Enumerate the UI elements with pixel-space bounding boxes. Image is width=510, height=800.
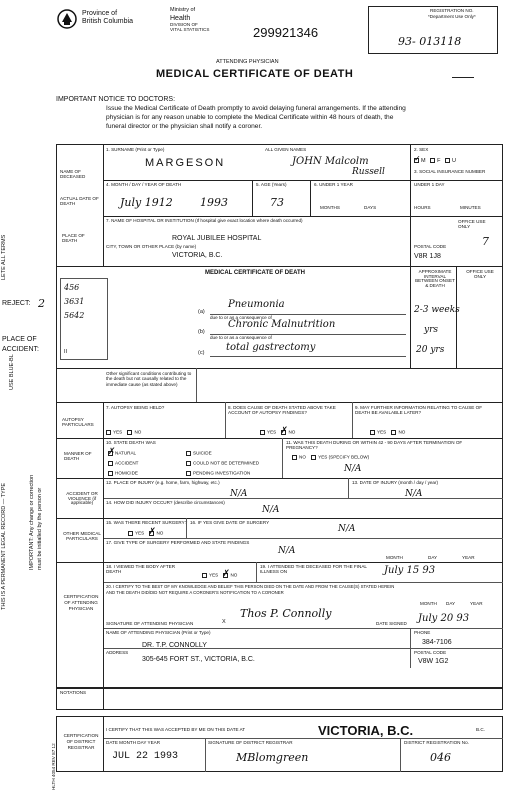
pregnancy-options: NO YES (SPECIFY BELOW) — [292, 455, 369, 460]
place-section-label: PLACE OF DEATH — [62, 233, 85, 243]
ministry-line2: Health — [170, 15, 191, 22]
manner-homicide-checkbox[interactable] — [108, 471, 113, 476]
signature-x: X — [222, 619, 226, 625]
autopsy-q1-no[interactable] — [127, 430, 132, 435]
office-use-label: OFFICE USE ONLY — [458, 219, 486, 229]
cause-c-value: total gastrectomy — [226, 342, 316, 353]
physician-name-value: DR. T.P. CONNOLLY — [142, 642, 207, 649]
attending-label: ATTENDING PHYSICIAN — [216, 59, 279, 65]
cause-c-label: (c) — [198, 350, 205, 356]
province-line1: Province of — [82, 10, 118, 17]
surgery-type-value: N/A — [278, 546, 296, 556]
sex-label: 2. SEX — [414, 147, 429, 152]
injury-date-label: 13. DATE OF INJURY (month / day / year) — [352, 480, 439, 485]
days-label: DAYS — [364, 205, 377, 210]
autopsy-q3: 9. MAY FURTHER INFORMATION RELATING TO CAUSE OF DEATH BE AVAILABLE LATER? — [355, 405, 483, 415]
certify-line2: AND THE DEATH DID/DID NOT REQUIRE A CORONER'S NOTIFICATION TO A CORONER — [106, 590, 284, 595]
injury-place-label: 12. PLACE OF INJURY (e.g. home, farm, highway, etc.) — [106, 480, 220, 485]
surgery-date-value: N/A — [338, 524, 356, 534]
autopsy-q3-yes[interactable] — [370, 430, 375, 435]
hospital-label: 7. NAME OF HOSPITAL OR INSTITUTION (If hospital give exact location where death occurred) — [106, 218, 303, 223]
months-label: MONTHS — [320, 205, 340, 210]
city-value: VICTORIA, B.C. — [172, 252, 223, 259]
manner-pending-checkbox[interactable] — [186, 471, 191, 476]
surgery-date-label: 16. IF YES GIVE DATE OF SURGERY — [190, 520, 270, 525]
surgery-options: YES ✗ NO — [128, 531, 163, 536]
postal-code-value: V8R 1J8 — [414, 253, 441, 260]
registrar-bc-label: B.C. — [476, 727, 485, 732]
attended-month-label: MONTH — [386, 555, 403, 560]
phone-value: 384-7106 — [422, 639, 452, 646]
reject-label: REJECT: — [2, 300, 31, 307]
age-label: 5. AGE (Years) — [256, 182, 287, 187]
sign-year-label: YEAR — [470, 601, 483, 606]
form-id-label: HLTH 4054 REV 87 12 — [51, 743, 56, 790]
interval-c-value: 20 yrs — [416, 345, 445, 355]
form-number: 299921346 — [253, 25, 319, 40]
registration-label: REGISTRATION NO. — [430, 8, 474, 13]
title-dash — [452, 77, 474, 78]
province-line2: British Columbia — [82, 18, 133, 25]
sin-label: 3. SOCIAL INSURANCE NUMBER — [414, 169, 486, 174]
autopsy-section-label: AUTOPSY PARTICULARS — [62, 417, 94, 427]
date-signed-value: July 20 93 — [418, 613, 470, 624]
registration-number: 93- 013118 — [398, 35, 462, 48]
attended-date-value: July 15 93 — [384, 565, 436, 576]
given-names-label: ALL GIVEN NAMES — [265, 147, 307, 152]
registrar-date-value: JUL 22 1993 — [112, 751, 179, 762]
sex-options: ✓ M F U — [414, 154, 457, 164]
sex-m-checkbox[interactable]: ✓ — [414, 154, 421, 163]
manner-undetermined: COULD NOT BE DETERMINED — [186, 461, 259, 466]
manner-suicide: SUICIDE — [186, 451, 212, 456]
cause-b-label: (b) — [198, 329, 205, 335]
surgery-yes[interactable] — [128, 531, 133, 536]
viewed-yes[interactable] — [202, 573, 207, 578]
minutes-label: MINUTES — [460, 205, 481, 210]
physician-postal-label: POSTAL CODE — [414, 650, 447, 655]
viewed-body-options: YES ✗ NO — [202, 573, 237, 578]
manner-pending: PENDING INVESTIGATION — [186, 471, 250, 476]
sign-day-label: DAY — [446, 601, 456, 606]
postal-code-label: POSTAL CODE — [414, 244, 447, 249]
city-label: CITY, TOWN OR OTHER PLACE (by name) — [106, 244, 197, 249]
physician-name-label: NAME OF ATTENDING PHYSICIAN (Print or Type) — [106, 630, 211, 635]
manner-accident: ACCIDENT — [108, 461, 138, 466]
pregnancy-question: 11. WAS THIS DEATH DURING OR WITHIN 42 - 90 DAYS AFTER TERMINATION OF PREGNANCY? — [286, 440, 463, 450]
ministry-line1: Ministry of — [170, 7, 196, 13]
date-section-label: ACTUAL DATE OF DEATH — [60, 196, 99, 206]
notice-line2: physician is for any reason unable to complete the Medical Certificate within 48 hours of death, the — [106, 114, 394, 121]
autopsy-q3-options: YES NO — [370, 430, 405, 435]
registration-sublabel: *Department Use Only* — [428, 14, 476, 19]
viewed-body-label: 18. I VIEWED THE BODY AFTER DEATH — [106, 564, 176, 574]
cause-heading: MEDICAL CERTIFICATE OF DEATH — [205, 270, 305, 276]
manner-question: 10. STATE DEATH WAS — [106, 440, 156, 445]
surname-label: 1. SURNAME (Print or Type) — [106, 147, 165, 152]
hours-label: HOURS — [414, 205, 431, 210]
manner-section-label: MANNER OF DEATH — [64, 451, 92, 461]
sign-month-label: MONTH — [420, 601, 437, 606]
row-ii-label: II — [64, 349, 68, 355]
cause-a-label: (a) — [198, 309, 205, 315]
registrar-section-label: CERTIFICATION OF DISTRICT REGISTRAR — [63, 733, 99, 750]
registrar-certify-label: I CERTIFY THAT THIS WAS ACCEPTED BY ME ON THIS DATE AT — [106, 727, 246, 732]
interval-b-value: yrs — [424, 325, 439, 335]
signature-label: SIGNATURE OF ATTENDING PHYSICIAN — [106, 621, 194, 626]
ministry-line3: DIVISION OF — [170, 22, 198, 27]
notations-label: NOTATIONS — [60, 690, 87, 695]
injury-date-value: N/A — [405, 489, 423, 499]
address-value: 305-645 FORT ST., VICTORIA, B.C. — [142, 656, 255, 663]
given-names-value2: Russell — [352, 167, 385, 177]
certify-line1: 20. I CERTIFY TO THE BEST OF MY KNOWLEDGE AND BELIEF THIS PERSON DIED ON THE DATE AND FROM THE CAUSE(S) STATED HEREIN — [106, 584, 395, 589]
manner-natural: ✗ NATURAL — [108, 446, 137, 456]
notice-line3: funeral director or the physician shall notify a coroner. — [106, 123, 263, 130]
manner-natural-checkbox[interactable]: ✗ — [108, 446, 116, 456]
accident-section-label: ACCIDENT OR VIOLENCE (if applicable) — [66, 491, 98, 506]
accident-label: ACCIDENT: — [2, 346, 39, 353]
phone-label: PHONE — [414, 630, 431, 635]
autopsy-q1-options: YES NO — [106, 430, 141, 435]
province-logo-icon — [56, 8, 78, 30]
injury-how-label: 14. HOW DID INJURY OCCUR? (describe circumstances) — [106, 500, 225, 505]
year-of-death-value: 1993 — [200, 196, 228, 209]
surgery-no[interactable]: ✗ — [148, 526, 157, 536]
sex-u-checkbox[interactable] — [445, 158, 450, 163]
surgery-type-label: 17. GIVE TYPE OF SURGERY PERFORMED AND STATE FINDINGS — [106, 540, 250, 545]
date-of-death-value: July 1912 — [120, 196, 173, 209]
autopsy-q1: 7. AUTOPSY BEING HELD? — [106, 405, 165, 410]
autopsy-q2-options: YES ✗ NO — [260, 430, 295, 435]
code-3: 5642 — [64, 311, 85, 320]
address-label: ADDRESS — [106, 650, 129, 655]
permanent-record-label: THIS IS A PERMANENT LEGAL RECORD — TYPE — [1, 482, 7, 610]
age-value: 73 — [270, 196, 284, 209]
attended-day-label: DAY — [428, 555, 438, 560]
manner-undetermined-checkbox[interactable] — [186, 461, 191, 466]
surname-value: MARGESON — [145, 157, 226, 169]
certification-section-label: CERTIFICATION OF ATTENDING PHYSICIAN — [63, 594, 99, 611]
code-2: 3631 — [64, 297, 85, 306]
under1day-label: UNDER 1 DAY — [414, 182, 445, 187]
code-1: 456 — [64, 283, 80, 292]
other-conditions-label: Other significant conditions contributing to the death but not causally related to the immediate cause (as stated above) — [106, 371, 192, 387]
reject-value: 2 — [38, 297, 45, 310]
due-label-b: due to or as a consequence of — [210, 335, 272, 340]
use-blue-label: USE BLUE-BL — [9, 354, 15, 390]
manner-accident-checkbox[interactable] — [108, 461, 113, 466]
notice-line1: Issue the Medical Certificate of Death promptly to avoid delaying funeral arrangements. If the attending — [106, 105, 406, 112]
deceased-section-label: NAME OF DECEASED — [60, 169, 86, 179]
surgery-question: 15. WAS THERE RECENT SURGERY? — [106, 520, 188, 525]
physician-postal-value: V8W 1G2 — [418, 658, 449, 665]
place-of-label: PLACE OF — [2, 336, 37, 343]
given-names-value: JOHN Malcolm — [292, 156, 369, 167]
interval-a-value: 2-3 weeks — [414, 305, 460, 315]
hospital-value: ROYAL JUBILEE HOSPITAL — [172, 235, 262, 242]
pregnancy-yes[interactable] — [311, 455, 316, 460]
other-medical-section-label: OTHER MEDICAL PARTICULARS — [63, 531, 101, 541]
attended-year-label: YEAR — [462, 555, 475, 560]
date-signed-label: DATE SIGNED — [376, 621, 407, 626]
under1-label: 6. UNDER 1 YEAR — [314, 182, 353, 187]
district-reg-no-label: DISTRICT REGISTRATION No. — [404, 740, 469, 745]
autopsy-q2-yes[interactable] — [260, 430, 265, 435]
district-reg-no-value: 046 — [430, 751, 451, 764]
notice-heading: IMPORTANT NOTICE TO DOCTORS: — [56, 96, 176, 103]
due-label-a: due to or as a consequence of — [210, 315, 272, 320]
initialled-label: must be initialled by the person or — [37, 487, 43, 570]
pregnancy-no[interactable] — [292, 455, 297, 460]
date-of-death-label: 4. MONTH / DAY / YEAR OF DEATH — [106, 182, 182, 187]
cause-b-value: Chronic Malnutrition — [228, 319, 336, 330]
manner-homicide: HOMICIDE — [108, 471, 138, 476]
registrar-signature: MBlomgreen — [236, 751, 309, 764]
registrar-location: VICTORIA, B.C. — [318, 723, 414, 738]
cause-a-value: Pneumonia — [228, 299, 285, 310]
autopsy-q2-no[interactable]: ✗ — [280, 425, 289, 435]
autopsy-q3-no[interactable] — [391, 430, 396, 435]
physician-signature: Thos P. Connolly — [240, 607, 332, 620]
sex-f-checkbox[interactable] — [430, 158, 435, 163]
attended-label: 19. I ATTENDED THE DECEASED FOR THE FINAL ILLNESS ON — [260, 564, 367, 574]
autopsy-q1-yes[interactable] — [106, 430, 111, 435]
injury-place-value: N/A — [230, 489, 248, 499]
cause-office-use-label: OFFICE USE ONLY — [466, 269, 494, 279]
injury-how-value: N/A — [262, 505, 280, 515]
registrar-date-label: DATE MONTH DAY YEAR — [106, 740, 161, 745]
notations-box — [56, 688, 503, 710]
office-use-mark: 7 — [482, 235, 489, 248]
delete-terms-label: LETE ALL TERMS — [1, 234, 7, 280]
certificate-title: MEDICAL CERTIFICATE OF DEATH — [156, 68, 354, 80]
registrar-signature-label: SIGNATURE OF DISTRICT REGISTRAR — [208, 740, 293, 745]
autopsy-q2: 8. DOES CAUSE OF DEATH STATED ABOVE TAKE ACCOUNT OF AUTOPSY FINDINGS? — [228, 405, 336, 415]
pregnancy-value: N/A — [344, 464, 362, 474]
ministry-line4: VITAL STATISTICS — [170, 27, 210, 32]
manner-suicide-checkbox[interactable] — [186, 451, 191, 456]
viewed-no[interactable]: ✗ — [222, 568, 231, 578]
interval-label: APPROXIMATE INTERVAL BETWEEN ONSET & DEATH — [415, 269, 455, 288]
important-change-label: IMPORTANT: Any change or correction — [29, 474, 35, 570]
